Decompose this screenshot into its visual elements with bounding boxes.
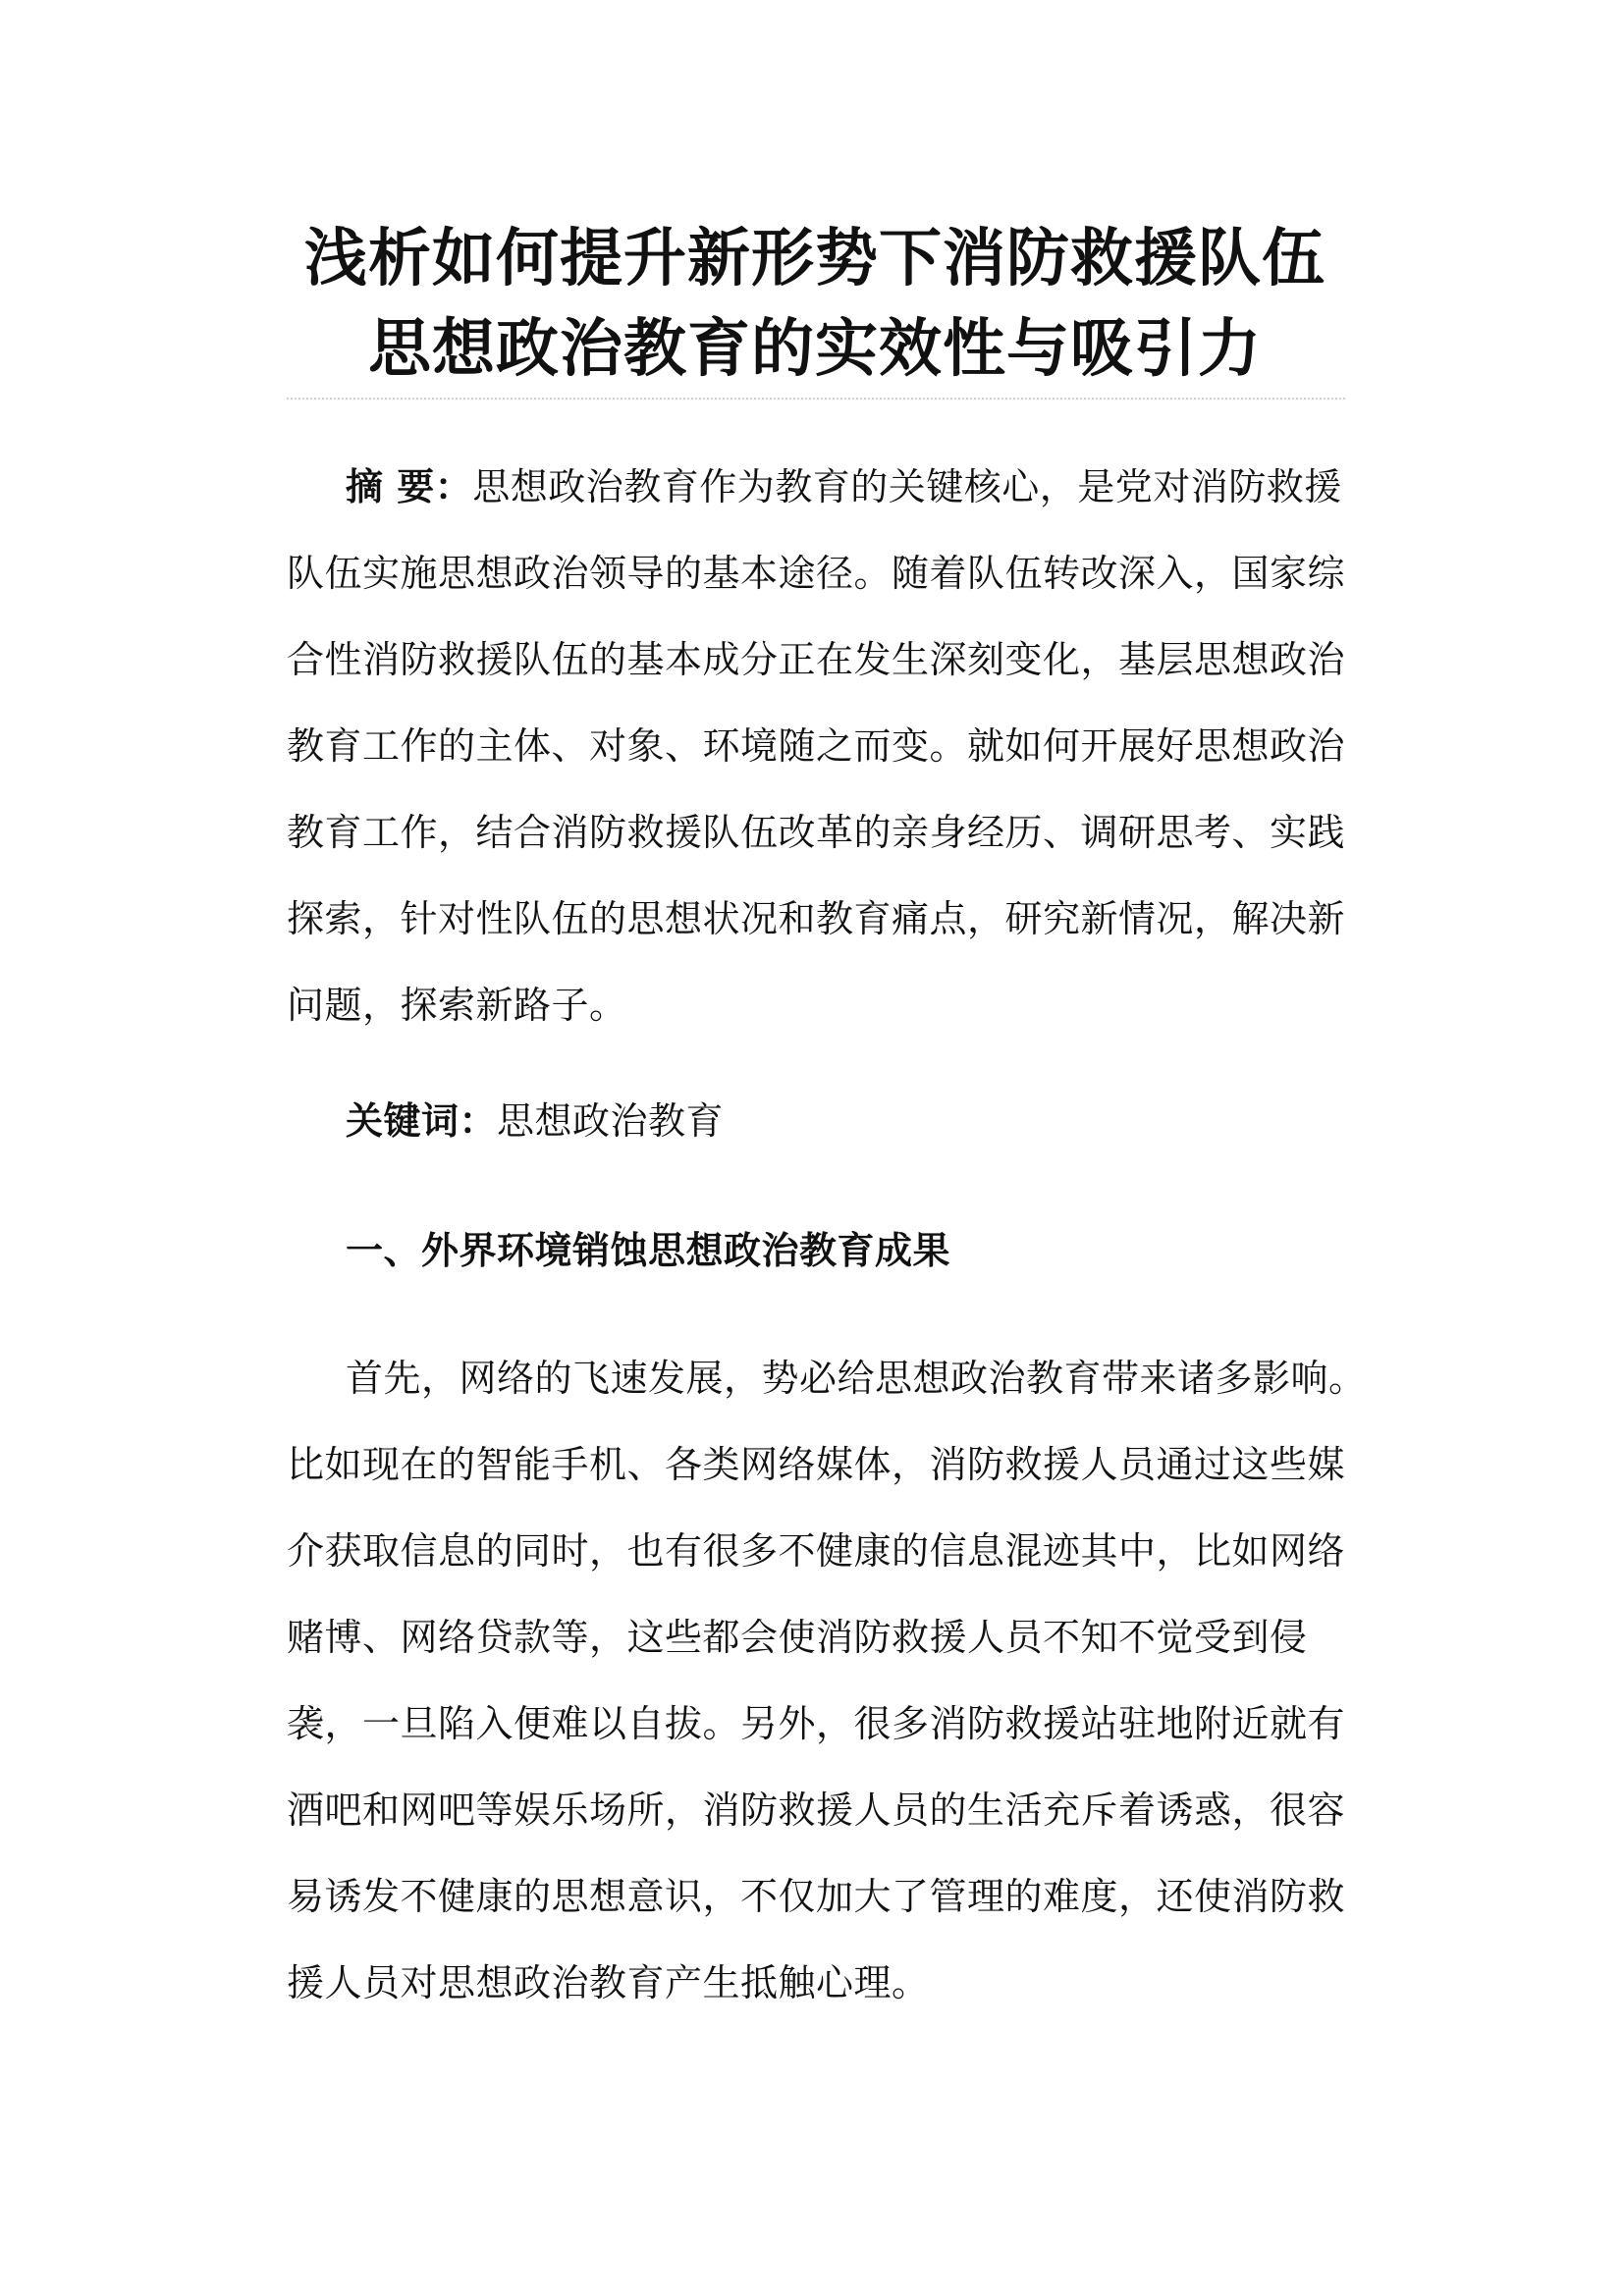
section-paragraph: 首先，网络的飞速发展，势必给思想政治教育带来诸多影响。比如现在的智能手机、各类网络媒体，消防救援人员通过这些媒介获取信息的同时，也有很多不健康的信息混迹其中，比如网络赌博、网络贷款等，这些都会使消防救援人员不知不觉受到侵袭，一旦陷入便难以自拔。另外，很多消防救援站驻地附近就有酒吧和网吧等娱乐场所，消防救援人员的生活充斥着诱惑，很容易诱发不健康的思想意识，不仅加大了管理的难度，还使消防救援人员对思想政治教育产生抵触心理。 bbox=[287, 1357, 1367, 2004]
document-title bbox=[275, 214, 1355, 395]
title-divider bbox=[287, 398, 1345, 400]
title-line-2: 思想政治教育的实效性与吸引力 bbox=[368, 313, 1262, 386]
keywords-paragraph bbox=[287, 1078, 1377, 1164]
abstract-text: 思想政治教育作为教育的关键核心，是党对消防救援队伍实施思想政治领导的基本途径。随着队伍转改深入，国家综合性消防救援队伍的基本成分正在发生深刻变化，基层思想政治教育工作的主体、对象、环境随之而变。就如何开展好思想政治教育工作，结合消防救援队伍改革的亲身经历、调研思考、实践探索，针对性队伍的思想状况和教育痛点，研究新情况，解决新问题，探索新路子。 bbox=[287, 465, 1346, 1027]
title-line-1: 浅析如何提升新形势下消防救援队伍 bbox=[304, 223, 1325, 295]
abstract-paragraph bbox=[287, 444, 1377, 1048]
abstract-label: 摘 要： bbox=[346, 465, 473, 508]
keywords-text: 思想政治教育 bbox=[497, 1099, 725, 1143]
keywords-label: 关键词： bbox=[346, 1099, 498, 1143]
section-heading: 一、外界环境销蚀思想政治教育成果 bbox=[346, 1229, 951, 1272]
